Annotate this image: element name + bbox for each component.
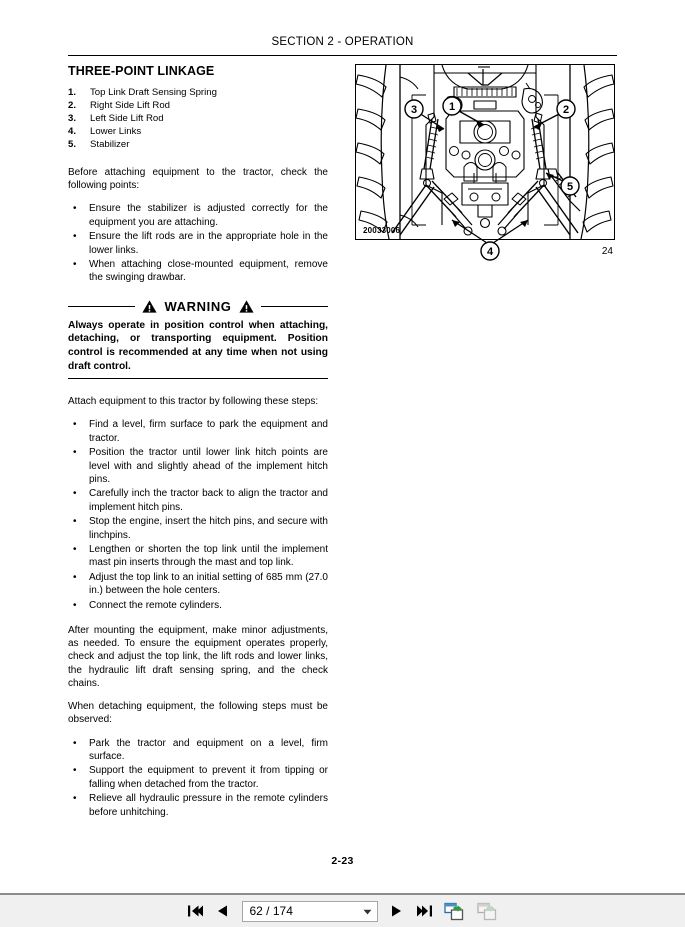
- header-rule: [68, 55, 617, 56]
- detach-intro-paragraph: When detaching equipment, the following steps must be observed:: [68, 701, 328, 726]
- list-item: [68, 446, 328, 486]
- list-item-text: Park the tractor and equipment on a level, firm surface.: [89, 737, 328, 762]
- list-item-text: Stop the engine, insert the hitch pins, and secure with linchpins.: [89, 516, 328, 541]
- callout-1: 1: [448, 101, 456, 113]
- page-title: THREE-POINT LINKAGE: [68, 64, 215, 78]
- legend-number: 4.: [68, 126, 77, 138]
- legend-label: Lower Links: [90, 126, 142, 138]
- list-item: [68, 202, 328, 229]
- bullet-icon: •: [73, 419, 77, 431]
- list-item: [68, 764, 328, 791]
- list-item-text: Adjust the top link to an initial setting of 685 mm (27.0 in.) between the hole centers.: [89, 571, 328, 597]
- list-item-text: Ensure the stabilizer is adjusted correctly for the equipment you are attaching.: [89, 203, 328, 228]
- bullet-icon: •: [73, 793, 77, 805]
- bullet-icon: •: [73, 259, 77, 270]
- warning-rule-left: [68, 306, 135, 307]
- list-item-text: Relieve all hydraulic pressure in the remote cylinders before unhitching.: [89, 793, 328, 818]
- warning-triangle-icon: [142, 300, 157, 313]
- bullet-icon: •: [73, 571, 77, 583]
- list-item: [68, 139, 328, 152]
- warning-triangle-icon: [239, 300, 254, 313]
- list-item-text: Find a level, firm surface to park the equipment and tractor.: [89, 419, 328, 444]
- list-item-text: Lengthen or shorten the top link until the implement mast pin inserts through the mast and top link.: [89, 544, 328, 569]
- callout-2: 2: [562, 104, 570, 116]
- check-points-list: [68, 202, 328, 284]
- list-item: [68, 599, 328, 612]
- bullet-icon: •: [73, 231, 77, 243]
- list-item: [68, 543, 328, 570]
- legend-number: 1.: [68, 87, 77, 98]
- open-in-window-icon[interactable]: [443, 900, 467, 922]
- list-item-text: When attaching close-mounted equipment, remove the swinging drawbar.: [89, 259, 328, 284]
- bullet-icon: •: [73, 599, 77, 611]
- warning-label: WARNING: [164, 298, 232, 314]
- page-number-select[interactable]: [242, 901, 378, 922]
- list-item: [68, 515, 328, 542]
- left-column: [68, 64, 328, 831]
- export-window-icon: [476, 900, 500, 922]
- warning-block: [68, 299, 328, 379]
- list-item: [68, 258, 328, 285]
- bullet-icon: •: [73, 765, 77, 777]
- bullet-icon: •: [73, 447, 77, 459]
- list-item: [68, 230, 328, 257]
- detach-steps-list: [68, 737, 328, 819]
- list-item: [68, 792, 328, 819]
- adjust-paragraph: After mounting the equipment, make minor adjustments, as needed. To ensure the equipment operates properly, check and adjust the top link, the lift rods and lower links, the hydraulic lift draft sensing spring, and the check chains.: [68, 625, 328, 689]
- list-item-text: Connect the remote cylinders.: [89, 599, 222, 611]
- bullet-icon: •: [73, 544, 77, 556]
- legend-number: 3.: [68, 113, 77, 125]
- next-page-button[interactable]: [387, 900, 406, 922]
- legend-label: Left Side Lift Rod: [90, 113, 164, 125]
- bullet-icon: •: [73, 737, 77, 749]
- figure-id-code: 20033006: [363, 226, 401, 235]
- legend-label: Top Link Draft Sensing Spring: [90, 87, 217, 98]
- legend-label: Right Side Lift Rod: [90, 100, 170, 112]
- callout-3: 3: [410, 104, 418, 116]
- parts-legend-list: [68, 87, 328, 152]
- legend-number: 5.: [68, 139, 77, 151]
- list-item-text: Ensure the lift rods are in the appropriate hole in the lower links.: [89, 231, 328, 256]
- warning-heading-row: [68, 299, 328, 314]
- list-item-text: Carefully inch the tractor back to align the tractor and implement hitch pins.: [89, 488, 328, 513]
- intro-paragraph: Before attaching equipment to the tractor, check the following points:: [68, 166, 328, 192]
- warning-text: Always operate in position control when attaching, detaching, or transporting equipment. Position control is recommended at any time when not using draft control.: [68, 319, 328, 372]
- last-page-button[interactable]: [415, 900, 434, 922]
- list-item: [68, 487, 328, 514]
- previous-page-button[interactable]: [214, 900, 233, 922]
- list-item: [68, 126, 328, 139]
- chevron-down-icon: [363, 904, 373, 918]
- list-item-text: Position the tractor until lower link hitch points are level with and slightly ahead of the implement hitch pins.: [89, 447, 328, 486]
- list-item: [68, 100, 328, 113]
- list-item: [68, 571, 328, 598]
- list-item-text: Support the equipment to prevent it from tipping or falling when detached from the tractor.: [89, 765, 328, 790]
- callout-4: 4: [486, 246, 494, 258]
- bullet-icon: •: [73, 516, 77, 528]
- attach-steps-list: [68, 418, 328, 612]
- list-item: [68, 737, 328, 764]
- bullet-icon: •: [73, 203, 77, 215]
- warning-rule-bottom: [68, 378, 328, 379]
- legend-number: 2.: [68, 100, 77, 112]
- right-column: [355, 64, 617, 257]
- callout-5: 5: [566, 181, 574, 193]
- page-folio: 2-23: [331, 855, 354, 867]
- list-item: [68, 418, 328, 445]
- list-item: [68, 87, 328, 100]
- running-header: SECTION 2 - OPERATION: [271, 36, 414, 48]
- legend-label: Stabilizer: [90, 139, 130, 151]
- page-number-value: 62 / 174: [249, 904, 293, 918]
- list-item: [68, 113, 328, 126]
- attach-intro-paragraph: Attach equipment to this tractor by following these steps:: [68, 396, 319, 408]
- bullet-icon: •: [73, 488, 77, 500]
- viewer-toolbar: [0, 893, 685, 927]
- warning-rule-right: [261, 306, 328, 307]
- figure-number: 24: [601, 246, 613, 257]
- first-page-button[interactable]: [186, 900, 205, 922]
